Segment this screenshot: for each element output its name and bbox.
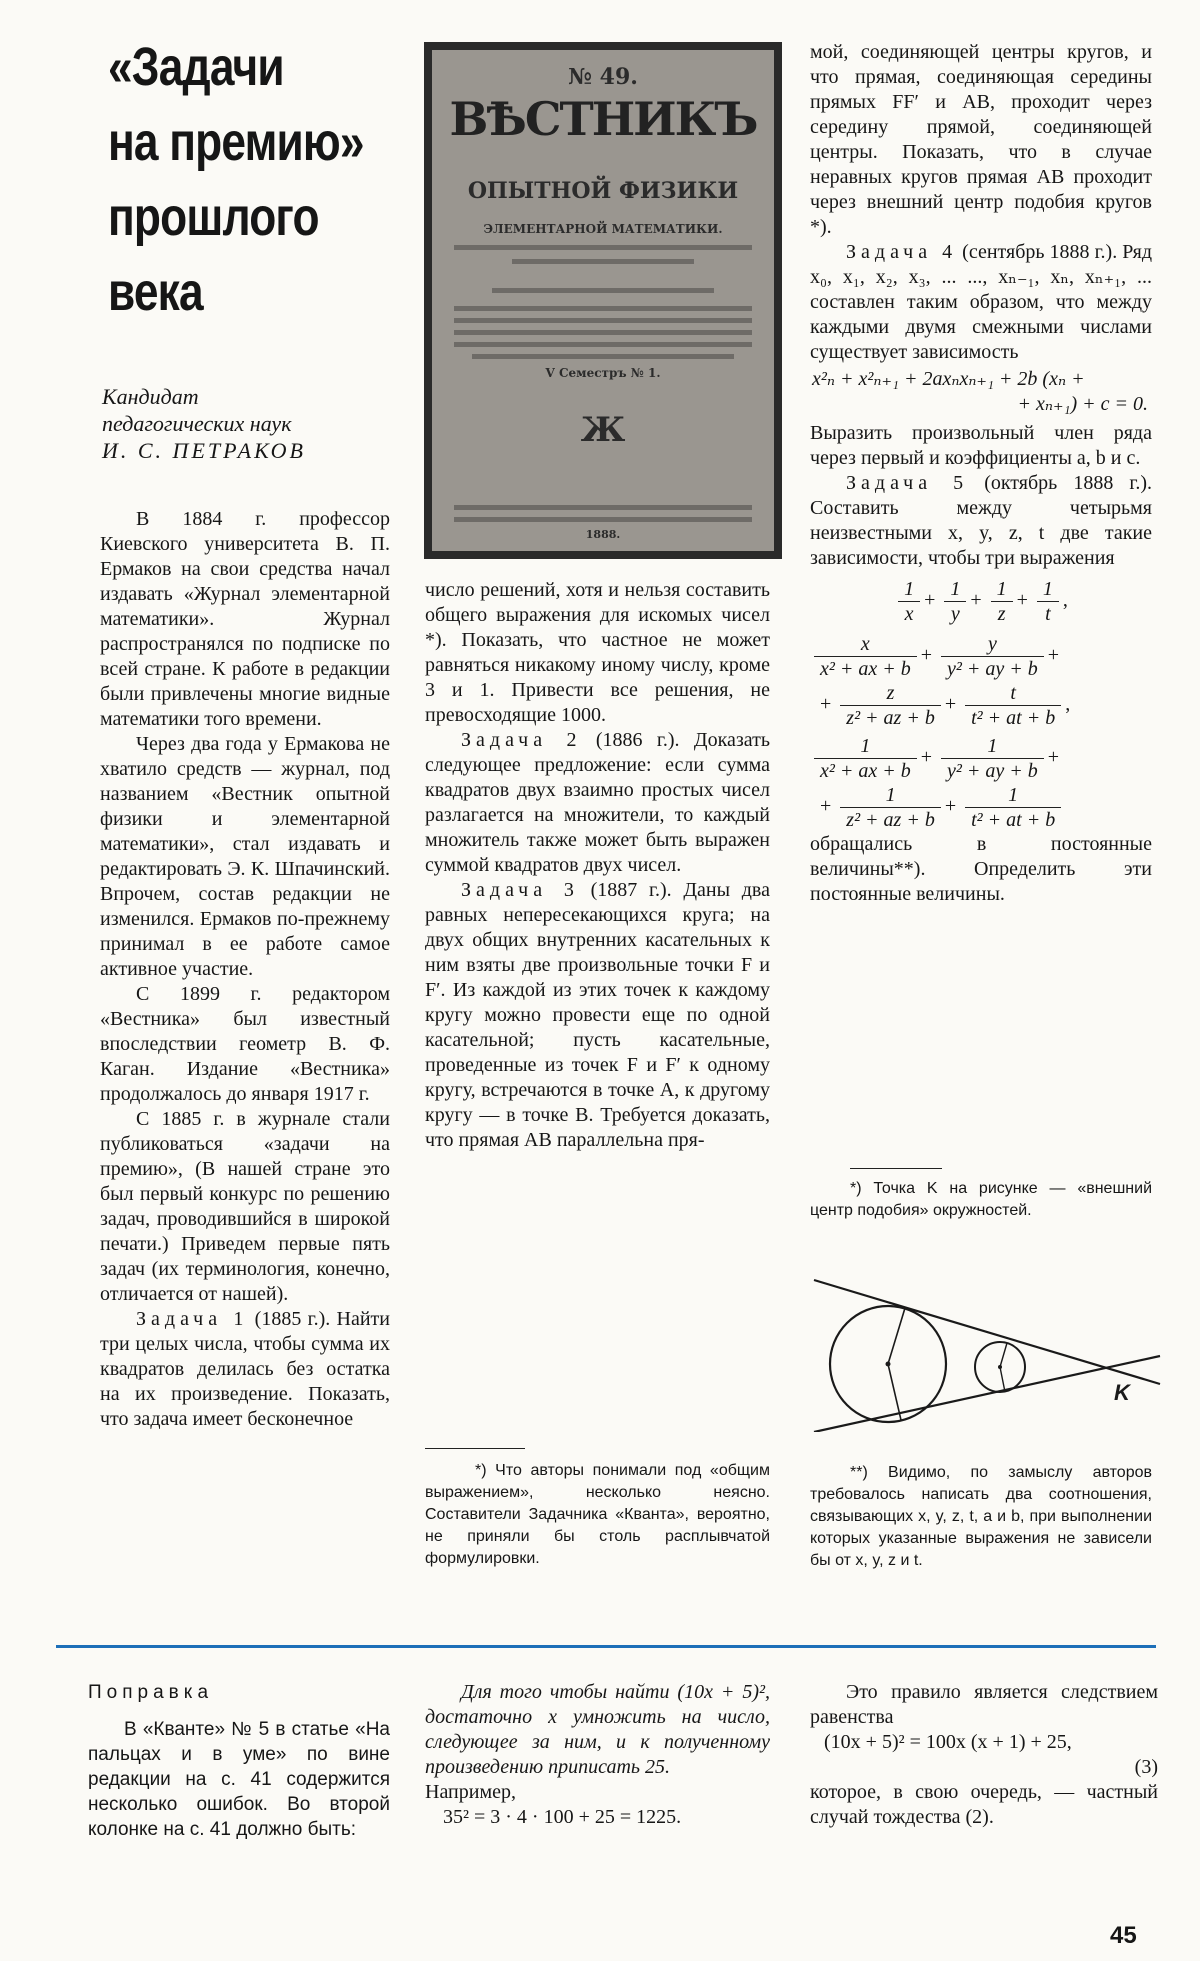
title-line: века	[108, 262, 203, 322]
equation-4	[810, 367, 1152, 417]
problem-text: (октябрь 1888 г.). Составить между четырьмя неизвестными x, y, z, t две такие зависимости, чтобы три выражения	[810, 472, 1152, 569]
fraction: $\frac{t}{\text{t² + at + b}}$	[965, 681, 1061, 730]
footnote: **) Видимо, по замыслу авторов требовалось написать два соотношения, связывающих x, y, z, t, a и b, при выполнении которых указанные выражения не зависели бы от x, y, z и t.	[810, 1464, 1152, 1569]
equation-line: + xₙ₊₁) + c = 0.	[1017, 393, 1148, 415]
equation-line: x²ₙ + x²ₙ₊₁ + 2axₙxₙ₊₁ + 2b (xₙ +	[812, 368, 1085, 390]
cover-subtitle: ОПЫТНОЙ ФИЗИКИ	[467, 178, 739, 204]
author-degree: педагогических наук	[102, 411, 292, 436]
problem-label: Задача 4	[846, 241, 958, 263]
footnote-divider	[425, 1448, 525, 1449]
column-2	[425, 578, 770, 1153]
cover-semester: V Семестръ № 1.	[545, 366, 661, 380]
problem-text: (1885 г.). Найти три целых числа, чтобы сумма их квадратов делилась без остатка на их произведение. Показать, что задача имеет бесконечное	[100, 1308, 391, 1430]
correction-middle	[425, 1680, 770, 1830]
problem-text: (сентябрь 1888 г.). Ряд x₀, x₁, x₂, x₃, ... ..., xₙ₋₁, xₙ, xₙ₊₁, ... составлен таким образом, что между каждыми двумя смежными числами существует зависимость	[810, 241, 1152, 363]
column-3	[810, 40, 1152, 907]
expression-2: $\frac{x}{\text{x² + ax + b}}$ + $\frac{y}{\text{y² + ay + b}}$ +	[810, 632, 1152, 681]
tangent-circles-figure	[808, 1272, 1168, 1432]
problem-label: Задача 1	[136, 1308, 249, 1330]
paragraph: которое, в свою очередь, — частный случай тождества (2).	[810, 1781, 1158, 1828]
example-equation: 35² = 3 · 4 · 100 + 25 = 1225.	[443, 1806, 682, 1828]
cover-subtitle-2: ЭЛЕМЕНТАРНОЙ МАТЕМАТИКИ.	[483, 222, 723, 236]
correction-left	[88, 1680, 390, 1842]
expression-2-cont: + $\frac{z}{\text{z² + az + b}}$ + $\frac{t}{\text{t² + at + b}}$ ,	[820, 682, 1071, 729]
paragraph: Для того чтобы найти (10x + 5)², достаточно x умножить на число, следующее за ним, и к полученному произведению приписать 25.	[425, 1681, 770, 1778]
problem-label: Задача 3	[461, 879, 579, 901]
problem-3	[425, 878, 770, 1153]
section-divider	[56, 1645, 1156, 1648]
paragraph: С 1885 г. в журнале стали публиковаться «задачи на премию», (В нашей стране это был первый конкурс по решению задач, проводившийся в широкой печати.) Приведем первые пять задач (их терминология, конечно, отличается от нашей).	[100, 1108, 390, 1305]
title-line: прошлого	[108, 187, 319, 247]
equation-number: (3)	[1134, 1756, 1158, 1778]
paragraph: В 1884 г. профессор Киевского университета В. П. Ермаков на свои средства начал издавать «Журнал элементарной математики». Журнал распространялся по подписке по всей стране. К работе в редакции были привлечены многие видные математики того времени.	[100, 508, 390, 730]
expression-3-cont: + $\frac{1}{\text{z² + az + b}}$ + $\frac{1}{\text{t² + at + b}}$	[810, 783, 1152, 832]
problem-label: Задача 5	[846, 472, 969, 494]
correction-right	[810, 1680, 1158, 1830]
point-k-label: K	[1114, 1380, 1130, 1405]
paragraph: В «Кванте» № 5 в статье «На пальцах и в уме» по вине редакции на с. 41 содержится несколько ошибок. Во второй колонке на с. 41 должно быть:	[88, 1719, 390, 1840]
fraction: $\frac{1}{y}$	[944, 577, 966, 626]
problem-5	[810, 471, 1152, 571]
fraction: $\frac{1}{x}$	[898, 577, 920, 626]
footnote: *) Что авторы понимали под «общим выражением», несколько неясно. Составители Задачника «Кванта», вероятно, не приняли бы столь расплывчатой формулировки.	[425, 1462, 770, 1567]
paragraph: Это правило является следствием равенства	[810, 1681, 1158, 1728]
cover-monogram-icon: Ж	[580, 410, 626, 450]
fraction: $\frac{1}{z}$	[991, 577, 1013, 626]
fraction: $\frac{1}{t}$	[1037, 577, 1059, 626]
paragraph: число решений, хотя и нельзя составить общего выражения для искомых чисел *). Показать, что частное не может равняться никакому иному числу, кроме 3 и 1. Привести все решения, не превосходящие 1000.	[425, 579, 770, 726]
problem-text: (1887 г.). Даны два равных непересекающихся круга; на двух общих внутренних касательных к ним взяты две произвольные точки F и F′. Из каждой из этих точек к каждому кругу можно провести еще по одной касательной; пусть касательные, проведенные из точек F и F′ к одному кругу, встречаются в точке A, к другому кругу — в точке B. Требуется доказать, что прямая AB параллельна пря-	[425, 879, 770, 1151]
title-line: на премию»	[108, 112, 364, 172]
author-degree: Кандидат	[102, 384, 199, 409]
cover-title: ВѢСТНИКЪ	[449, 92, 757, 146]
footnote-divider	[850, 1168, 942, 1169]
paragraph: Через два года у Ермакова не хватило средств — журнал, под названием «Вестник опытной физики и элементарной математики», стал издавать и редактировать Э. К. Шпачинский. Впрочем, состав редакции не изменился. Ермаков по-прежнему принимал в ее работе самое активное участие.	[100, 733, 390, 980]
fraction: $\frac{y}{\text{y² + ay + b}}$	[941, 632, 1044, 681]
correction-heading: Поправка	[88, 1682, 214, 1703]
footnote: *) Точка K на рисунке — «внешний центр подобия» окружностей.	[810, 1180, 1152, 1219]
fraction: $\frac{1}{\text{z² + az + b}}$	[840, 783, 941, 832]
problem-1	[100, 1307, 390, 1432]
paragraph: мой, соединяющей центры кругов, и что прямая, соединяющая середины прямых FF′ и AB, проходит через середину прямой, соединяющей центры. Показать, что в случае неравных кругов прямая AB проходит через внешний центр подобия кругов *).	[810, 41, 1152, 238]
fraction: $\frac{1}{\text{x² + ax + b}}$	[814, 734, 917, 783]
title-line: «Задачи	[108, 37, 284, 97]
paragraph: Выразить произвольный член ряда через первый и коэффициенты a, b и c.	[810, 422, 1152, 469]
tangent-line	[814, 1356, 1160, 1432]
byline	[102, 383, 306, 464]
paragraph: обращались в постоянные величины**). Определить эти постоянные величины.	[810, 833, 1152, 905]
problem-label: Задача 2	[461, 729, 582, 751]
expression-3: $\frac{1}{\text{x² + ax + b}}$ + $\frac{1}{\text{y² + ay + b}}$ +	[810, 734, 1152, 783]
fraction: $\frac{1}{\text{y² + ay + b}}$	[941, 734, 1044, 783]
cover-year: 1888.	[585, 528, 621, 541]
expression-1: $\frac{1}{x}$ + $\frac{1}{y}$ + $\frac{1}{z}$ + $\frac{1}{t}$ ,	[810, 577, 1152, 626]
cover-number: № 49.	[568, 64, 638, 90]
problem-4	[810, 240, 1152, 365]
column-1	[100, 507, 390, 1432]
fraction: $\frac{x}{\text{x² + ax + b}}$	[814, 632, 917, 681]
example-label: Например,	[425, 1781, 516, 1803]
equation-3: (10x + 5)² = 100x (x + 1) + 25,	[824, 1731, 1072, 1753]
paragraph: С 1899 г. редактором «Вестника» был известный впоследствии геометр В. Ф. Каган. Издание «Вестника» продолжалось до января 1917 г.	[100, 983, 390, 1105]
author-name: И. С. ПЕТРАКОВ	[102, 438, 306, 463]
fraction: $\frac{1}{\text{t² + at + b}}$	[965, 783, 1061, 832]
fraction: $\frac{z}{\text{z² + az + b}}$	[840, 681, 941, 730]
journal-cover-photo	[424, 42, 782, 559]
page-number: 45	[1110, 1922, 1137, 1949]
problem-2	[425, 728, 770, 878]
article-title	[108, 30, 364, 330]
problem-text: (1886 г.). Доказать следующее предложение: если сумма квадратов двух взаимно простых чисел разлагается на множители, то каждый множитель также может быть выражен суммой квадратов двух чисел.	[425, 729, 770, 876]
